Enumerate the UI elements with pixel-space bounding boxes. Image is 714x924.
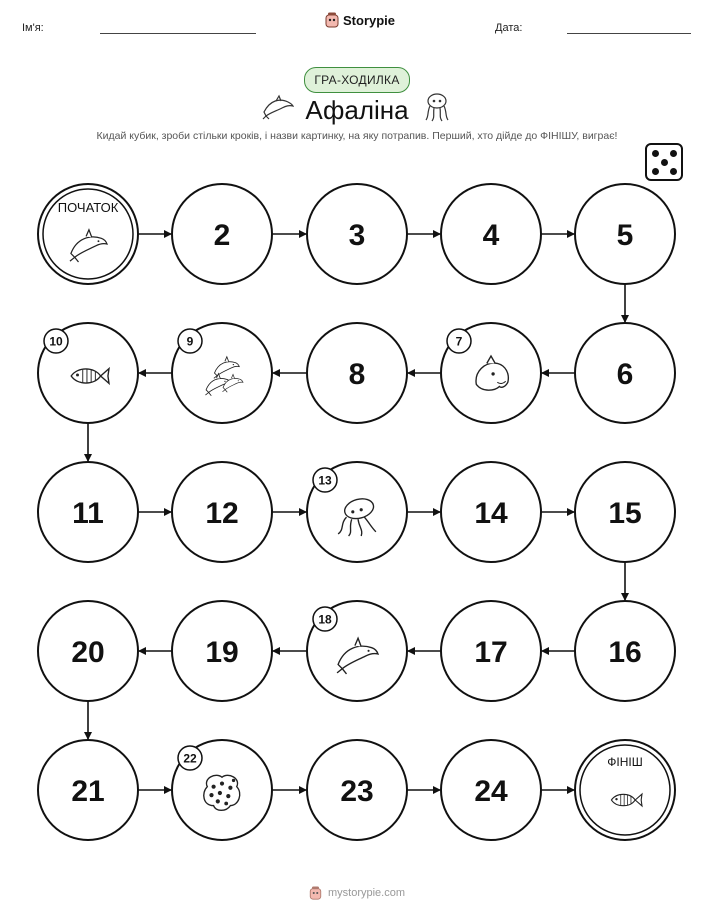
board-cell-23 (307, 740, 407, 840)
board-cell-11 (38, 462, 138, 562)
cell-number: 3 (348, 219, 366, 252)
cell-number-badge: 9 (186, 334, 194, 349)
cell-number: 12 (205, 497, 239, 530)
board-cell-7 (441, 323, 541, 423)
board-cell-16 (575, 601, 675, 701)
brand-name: Storypie (343, 12, 396, 28)
cell-number-badge: 10 (49, 334, 63, 349)
board-cell-5 (575, 184, 675, 284)
cell-number: 11 (72, 497, 104, 530)
instructions: Кидай кубик, зроби стільки кроків, і назви картинку, на яку потрапив. Перший, хто дійде до ФІНІШУ, виграє! (96, 130, 618, 142)
cell-number: 15 (608, 497, 642, 530)
board-cell-9 (172, 323, 272, 423)
storypie-logo-icon (309, 886, 322, 900)
cell-number-badge: 22 (183, 751, 197, 766)
cell-number-badge: 7 (455, 334, 463, 349)
page-title: Афаліна (305, 95, 409, 125)
footer-url[interactable]: mystorypie.com (327, 887, 406, 899)
game-type-badge: ГРА-ХОДИЛКА (304, 67, 410, 93)
cell-number-badge: 13 (318, 473, 332, 488)
cell-number: 24 (474, 775, 508, 808)
cell-number: 21 (71, 775, 105, 808)
cell-number: 23 (340, 775, 374, 808)
cell-number: 4 (482, 219, 500, 252)
board-cell-6 (575, 323, 675, 423)
board-cell-12 (172, 462, 272, 562)
board-cell-3 (307, 184, 407, 284)
cell-number: 14 (474, 497, 508, 530)
board-cell-25 (575, 740, 675, 840)
board-cell-24 (441, 740, 541, 840)
board-cell-2 (172, 184, 272, 284)
board-cell-21 (38, 740, 138, 840)
cell-number: 20 (71, 636, 105, 669)
board-cell-17 (441, 601, 541, 701)
name-label: Ім'я: (22, 22, 44, 34)
board-cell-20 (38, 601, 138, 701)
cell-number: 17 (474, 636, 508, 669)
cell-number: 16 (608, 636, 642, 669)
cell-number: 2 (213, 219, 231, 252)
board-cell-18 (307, 601, 407, 701)
cell-number: 5 (616, 219, 634, 252)
cell-number: 6 (616, 358, 634, 391)
board-cell-19 (172, 601, 272, 701)
board-cell-8 (307, 323, 407, 423)
cell-number-badge: 18 (318, 612, 332, 627)
cell-number: 19 (205, 636, 239, 669)
board-cell-22 (172, 740, 272, 840)
coral-icon (204, 775, 240, 810)
cell-number: 8 (348, 358, 366, 391)
board-cell-14 (441, 462, 541, 562)
start-label: ПОЧАТОК (57, 200, 119, 215)
footer (0, 886, 714, 900)
board-cell-1 (38, 184, 138, 284)
board-cell-4 (441, 184, 541, 284)
board-cell-10 (38, 323, 138, 423)
board-cell-13 (307, 462, 407, 562)
board-cell-15 (575, 462, 675, 562)
finish-label: ФІНІШ (607, 755, 643, 769)
date-label: Дата: (495, 22, 523, 34)
